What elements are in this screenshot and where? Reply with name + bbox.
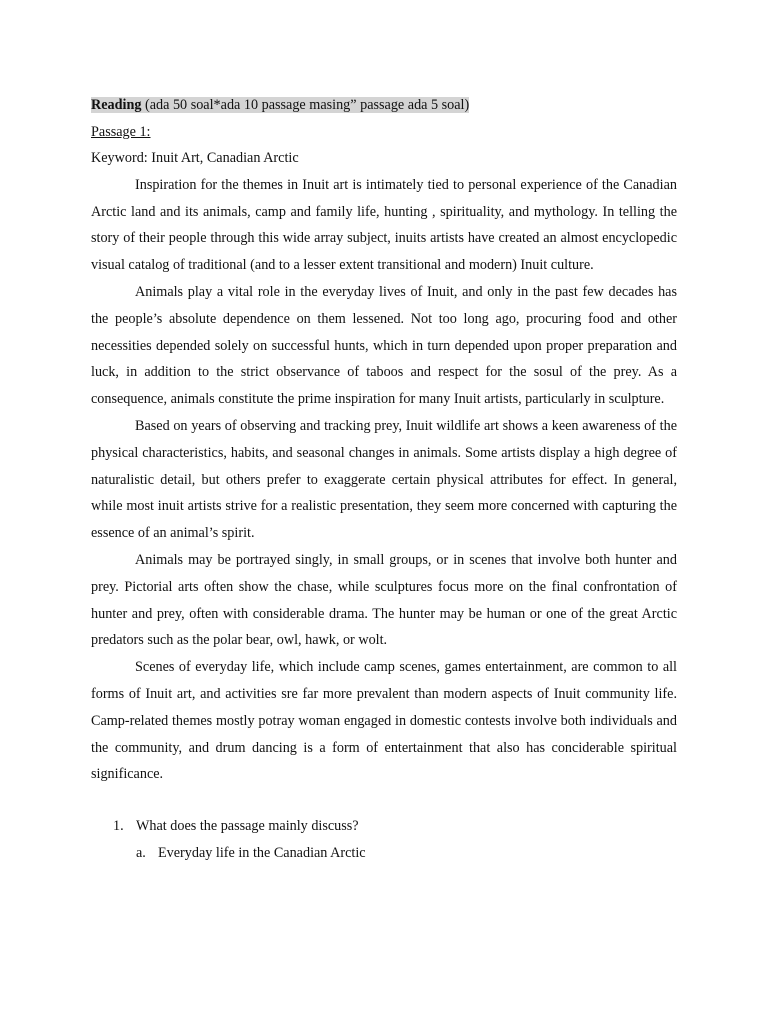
option-text: Everyday life in the Canadian Arctic	[158, 844, 366, 861]
heading-highlight	[91, 97, 469, 113]
paragraph-2: Animals play a vital role in the everyday lives of Inuit, and only in the past few decades has the people’s absolute dependence on them lessened. Not too long ago, procuring food and other necessities depended solely on successful hunts, which in turn depended upon proper preparation and luck, in addition to the strict observance of taboos and respect for the sosul of the prey. As a consequence, animals constitute the prime inspiration for many Inuit artists, particularly in sculpture.	[91, 283, 677, 408]
passage-label: Passage 1:	[91, 123, 151, 140]
section-heading	[91, 92, 677, 119]
paragraph-1: Inspiration for the themes in Inuit art is intimately tied to personal experience of the Canadian Arctic land and its animals, camp and family life, hunting , spirituality, and mythology. In telling the story of their people through this wide array subject, inuits artists have created an almost encyclopedic visual catalog of traditional (and to a lesser extent transitional and modern) Inuit culture.	[91, 176, 677, 274]
option-letter: a.	[136, 844, 146, 861]
answer-option-a	[91, 840, 677, 867]
heading-bold: Reading	[91, 97, 142, 113]
paragraph-4: Animals may be portrayed singly, in small groups, or in scenes that involve both hunter and prey. Pictorial arts often show the chase, while sculptures focus more on the final confrontation of hunter and prey, often with considerable drama. The hunter may be human or one of the great Arctic predators such as the polar bear, owl, hawk, or wolt.	[91, 551, 677, 649]
keyword-line: Keyword: Inuit Art, Canadian Arctic	[91, 150, 299, 167]
question-1	[91, 813, 677, 840]
document-body	[91, 92, 677, 866]
heading-rest: (ada 50 soal*ada 10 passage masing” passage ada 5 soal)	[141, 97, 470, 113]
spacer	[91, 788, 677, 813]
paragraph-3: Based on years of observing and tracking prey, Inuit wildlife art shows a keen awareness of the physical characteristics, habits, and seasonal changes in animals. Some artists display a high degree of naturalistic detail, but others prefer to exaggerate certain physical attributes for effect. In general, while most inuit artists strive for a realistic presentation, they seem more concerned with capturing the essence of an animal’s spirit.	[91, 417, 677, 542]
paragraph-5: Scenes of everyday life, which include camp scenes, games entertainment, are common to all forms of Inuit art, and activities sre far more prevalent than modern aspects of Inuit community life. Camp-related themes mostly potray woman engaged in domestic contests involve both individuals and the community, and drum dancing is a form of entertainment that also has conciderable spiritual significance.	[91, 659, 677, 783]
question-number: 1.	[113, 818, 124, 835]
question-text: What does the passage mainly discuss?	[136, 818, 359, 835]
